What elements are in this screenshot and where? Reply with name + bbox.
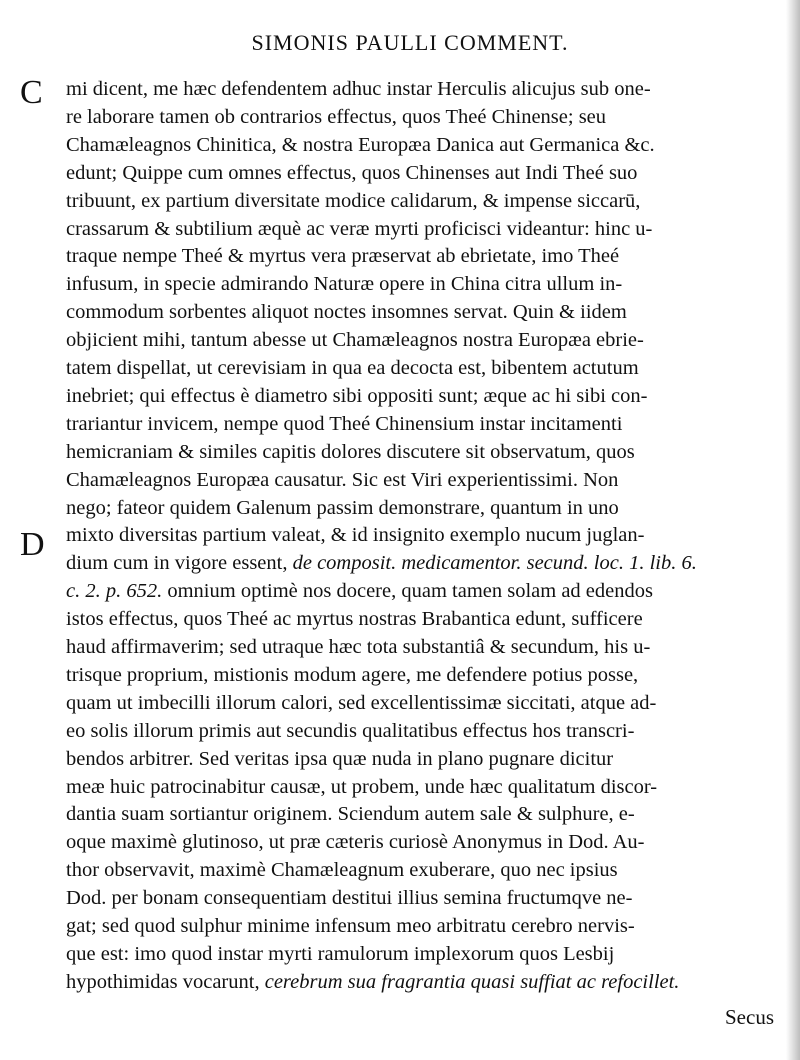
line-text: omnium optimè nos docere, quam tamen solam ad edendos: [162, 580, 653, 603]
text-line: [66, 718, 771, 744]
text-line: [66, 662, 771, 688]
text-line: [66, 216, 771, 242]
text-line: [66, 746, 771, 772]
marginal-letter-d: D: [20, 526, 45, 563]
line-text: hemicraniam & similes capitis dolores discutere sit observatum, quos: [66, 440, 635, 463]
text-line: [66, 243, 771, 269]
italic-citation: c. 2. p. 652.: [66, 580, 163, 603]
text-line: [66, 690, 771, 716]
line-text: trisque proprium, mistionis modum agere, me defendere potius posse,: [66, 663, 639, 686]
text-line: [66, 857, 771, 883]
line-text: commodum sorbentes aliquot noctes insomnes servat. Quin & iidem: [66, 301, 627, 324]
running-head: SIMONIS PAULLI COMMENT.: [251, 30, 569, 55]
text-line: [66, 271, 771, 297]
text-line: [66, 299, 771, 325]
line-text: dium cum in vigore essent,: [66, 552, 293, 575]
italic-citation: de composit. medicamentor. secund. loc. 1. lib. 6.: [292, 552, 697, 575]
line-text: quam ut imbecilli illorum calori, sed excellentissimæ siccitati, atque ad-: [66, 691, 657, 714]
text-line: [66, 355, 771, 381]
text-line: [66, 188, 771, 214]
line-text: edunt; Quippe cum omnes effectus, quos Chinenses aut Indi Theé suo: [66, 161, 638, 184]
text-line: [66, 801, 771, 827]
line-text: tatem dispellat, ut cerevisiam in qua ea decocta est, bibentem actutum: [66, 357, 639, 379]
text-line: [66, 439, 771, 465]
text-line: [66, 941, 771, 967]
line-text: Chamæleagnos Europæa causatur. Sic est Viri experientissimi. Non: [66, 468, 619, 491]
text-line: [66, 327, 771, 353]
text-line: [66, 411, 771, 437]
text-line: [66, 383, 771, 409]
text-line: [66, 550, 771, 576]
line-text: mixto diversitas partium valeat, & id insignito exemplo nucum juglan-: [66, 524, 645, 547]
line-text: thor observavit, maximè Chamæleagnum exuberare, quo nec ipsius: [66, 859, 618, 882]
line-text: gat; sed quod sulphur minime infensum meo arbitratu cerebro nervis-: [66, 915, 635, 937]
line-text: bendos arbitrer. Sed veritas ipsa quæ nuda in plano pugnare dicitur: [66, 747, 614, 770]
line-text: hypothimidas vocarunt,: [66, 970, 265, 993]
text-line: [66, 467, 771, 493]
line-text: oque maximè glutinoso, ut præ cæteris curiosè Anonymus in Dod. Au-: [66, 831, 645, 854]
line-text: crassarum & subtilium æquè ac veræ myrti proficisci videantur: hinc u-: [66, 217, 653, 240]
line-text: Dod. per bonam consequentiam destitui illius semina fructumqve ne-: [66, 887, 633, 910]
text-line: [66, 104, 771, 130]
text-line: [66, 522, 771, 548]
line-text: que est: imo quod instar myrti ramulorum implexorum quos Lesbij: [66, 942, 615, 965]
line-text: objicient mihi, tantum abesse ut Chamæleagnos nostra Europæa ebrie-: [66, 329, 644, 352]
line-text: nego; fateor quidem Galenum passim demonstrare, quantum in uno: [66, 496, 619, 519]
text-line: [66, 913, 771, 939]
line-text: haud affirmaverim; sed utraque hæc tota substantiâ & secundum, his u-: [66, 636, 651, 658]
italic-citation: cerebrum sua fragrantia quasi suffiat ac refocillet.: [264, 970, 680, 993]
line-text: trariantur invicem, nempe quod Theé Chinensium instar incitamenti: [66, 412, 623, 435]
line-text: tribuunt, ex partium diversitate modice calidarum, & impense siccarū,: [66, 189, 641, 212]
text-line: [66, 774, 771, 800]
text-line: [66, 885, 771, 911]
text-line: [66, 495, 771, 521]
text-line: [66, 578, 771, 604]
line-text: Chamæleagnos Chinitica, & nostra Europæa Danica aut Germanica &c.: [66, 133, 655, 156]
line-text: mi dicent, me hæc defendentem adhuc instar Herculis alicujus sub one-: [66, 78, 651, 100]
page-edge-shadow: [786, 0, 800, 1060]
line-text: infusum, in specie admirando Naturæ opere in China citra ullum in-: [66, 273, 623, 296]
line-text: re laborare tamen ob contrarios effectus, quos Theé Chinense; seu: [66, 105, 607, 128]
line-text: istos effectus, quos Theé ac myrtus nostras Brabantica edunt, sufficere: [66, 608, 643, 631]
text-line: [66, 132, 771, 158]
line-text: meæ huic patrocinabitur causæ, ut probem, unde hæc qualitatum discor-: [66, 775, 658, 798]
marginal-letter-c: C: [20, 74, 43, 111]
line-text: dantia suam sortiantur originem. Sciendum autem sale & sulphure, e-: [66, 803, 635, 826]
text-line: [66, 76, 771, 102]
text-line: [66, 634, 771, 660]
line-text: eo solis illorum primis aut secundis qualitatibus effectus hos transcri-: [66, 719, 635, 742]
text-line: [66, 969, 771, 995]
text-line: [66, 160, 771, 186]
line-text: inebriet; qui effectus è diametro sibi oppositi sunt; æque ac hi sibi con-: [66, 384, 648, 407]
line-text: traque nempe Theé & myrtus vera præservat ab ebrietate, imo Theé: [66, 245, 620, 268]
text-line: [66, 606, 771, 632]
catchword: Secus: [725, 1005, 774, 1029]
text-line: [66, 829, 771, 855]
